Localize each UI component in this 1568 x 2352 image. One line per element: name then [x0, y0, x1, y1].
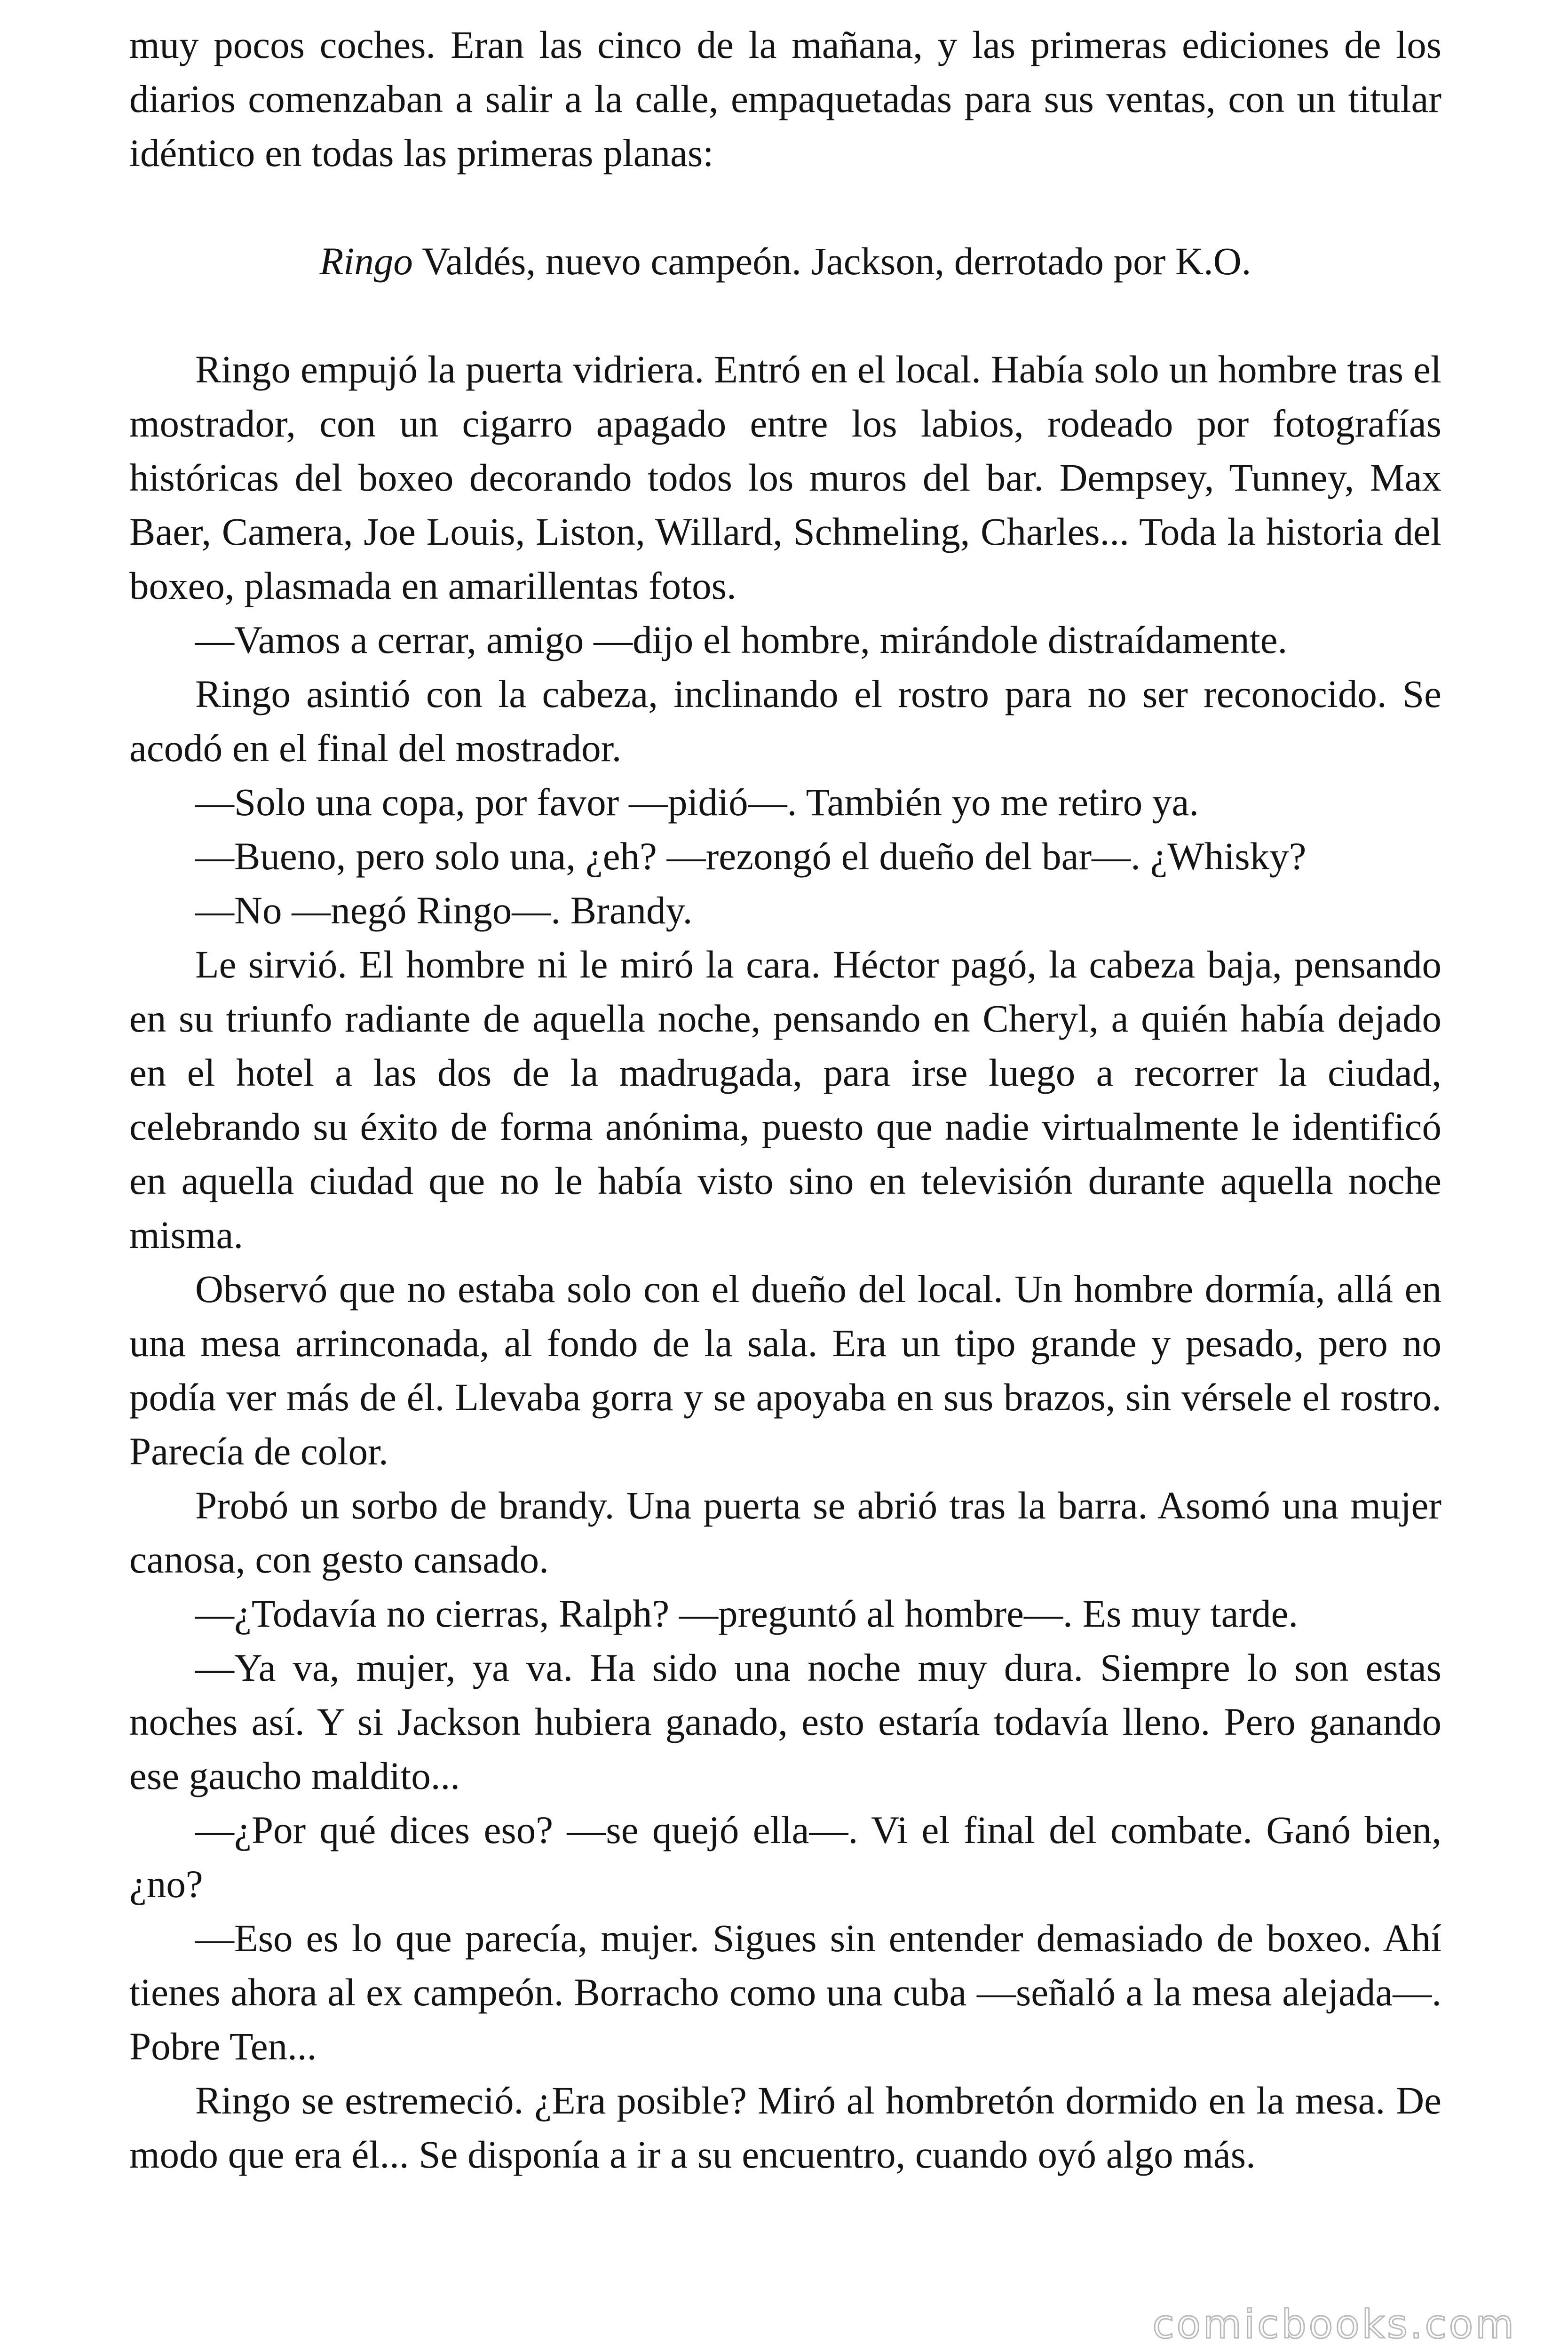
paragraph: Ringo se estremeció. ¿Era posible? Miró al hombretón dormido en la mesa. De modo que era él... Se disponía a ir a su encuentro, cuando oyó algo más.: [129, 2079, 1441, 2176]
paragraph: Ringo asintió con la cabeza, inclinando el rostro para no ser reconocido. Se acodó en el final del mostrador.: [129, 672, 1441, 770]
paragraph: —¿Todavía no cierras, Ralph? —preguntó al hombre—. Es muy tarde.: [195, 1592, 1299, 1635]
newspaper-headline: [129, 234, 1441, 288]
site-watermark: comicbooks.com: [1152, 2301, 1516, 2347]
paragraph: Observó que no estaba solo con el dueño del local. Un hombre dormía, allá en una mesa arrinconada, al fondo de la sala. Era un tipo grande y pesado, pero no podía ver más de él. Llevaba gorra y se apoyaba en sus brazos, sin vérsele el rostro. Parecía de color.: [129, 1267, 1441, 1473]
paragraph: Probó un sorbo de brandy. Una puerta se abrió tras la barra. Asomó una mujer canosa, con gesto cansado.: [129, 1484, 1441, 1581]
headline-italic-name: Ringo: [319, 239, 413, 283]
paragraph: —Ya va, mujer, ya va. Ha sido una noche muy dura. Siempre lo son estas noches así. Y si Jackson hubiera ganado, esto estaría todavía lleno. Pero ganando ese gaucho maldito...: [129, 1646, 1441, 1797]
headline-text: Valdés, nuevo campeón. Jackson, derrotado por K.O.: [412, 239, 1251, 283]
paragraph: —Eso es lo que parecía, mujer. Sigues sin entender demasiado de boxeo. Ahí tienes ahora al ex campeón. Borracho como una cuba —señaló a la mesa alejada—. Pobre Ten...: [129, 1916, 1441, 2068]
paragraph: —No —negó Ringo—. Brandy.: [195, 889, 693, 932]
opening-paragraph: muy pocos coches. Eran las cinco de la mañana, y las primeras ediciones de los diarios comenzaban a salir a la calle, empaquetadas para sus ventas, con un titular idéntico en todas las primeras planas:: [129, 23, 1441, 175]
paragraph: —¿Por qué dices eso? —se quejó ella—. Vi el final del combate. Ganó bien, ¿no?: [129, 1808, 1441, 1906]
paragraph: —Bueno, pero solo una, ¿eh? —rezongó el dueño del bar—. ¿Whisky?: [195, 834, 1307, 878]
paragraph: Le sirvió. El hombre ni le miró la cara. Héctor pagó, la cabeza baja, pensando en su triunfo radiante de aquella noche, pensando en Cheryl, a quién había dejado en el hotel a las dos de la madrugada, para irse luego a recorrer la ciudad, celebrando su éxito de forma anónima, puesto que nadie virtualmente le identificó en aquella ciudad que no le había visto sino en televisión durante aquella noche misma.: [129, 943, 1441, 1256]
book-page-text: [129, 18, 1441, 2182]
paragraph: —Vamos a cerrar, amigo —dijo el hombre, mirándole distraídamente.: [195, 618, 1288, 661]
paragraph: —Solo una copa, por favor —pidió—. También yo me retiro ya.: [195, 780, 1199, 824]
paragraph: Ringo empujó la puerta vidriera. Entró en el local. Había solo un hombre tras el mostrador, con un cigarro apagado entre los labios, rodeado por fotografías históricas del boxeo decorando todos los muros del bar. Dempsey, Tunney, Max Baer, Camera, Joe Louis, Liston, Willard, Schmeling, Charles... Toda la historia del boxeo, plasmada en amarillentas fotos.: [129, 348, 1441, 607]
